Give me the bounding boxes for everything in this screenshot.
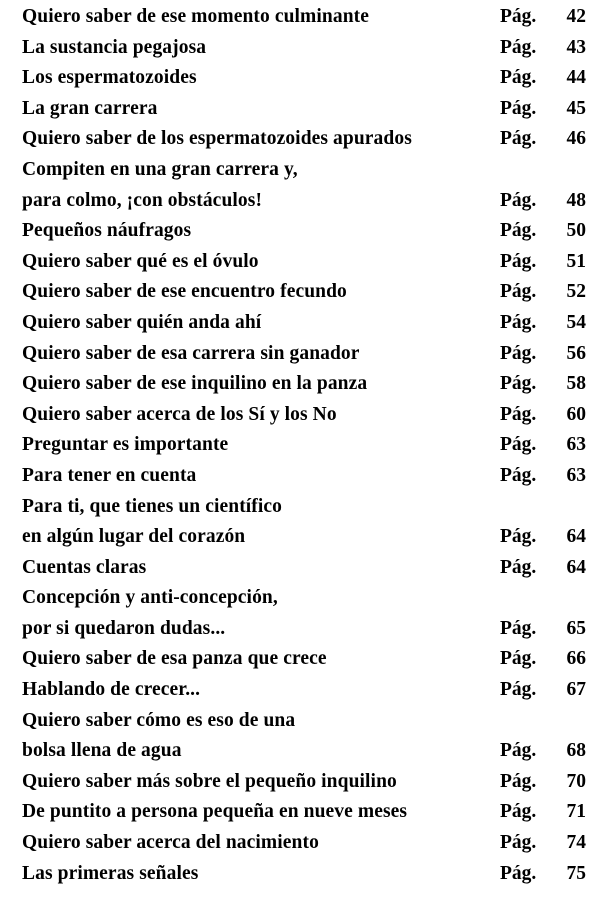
- toc-entry-title: Quiero saber más sobre el pequeño inquilino: [22, 770, 397, 792]
- toc-page-label: Pág.: [500, 434, 537, 456]
- toc-page-number: 46: [566, 128, 586, 150]
- toc-entry[interactable]: [0, 251, 600, 282]
- toc-page-label: Pág.: [500, 281, 537, 303]
- toc-entry[interactable]: [0, 190, 600, 221]
- toc-entry[interactable]: [0, 128, 600, 159]
- toc-entry-title: La sustancia pegajosa: [22, 36, 207, 58]
- toc-entry[interactable]: [0, 832, 600, 863]
- toc-page-label: Pág.: [500, 373, 537, 395]
- toc-page-label: Pág.: [500, 832, 537, 854]
- toc-page-label: Pág.: [500, 97, 537, 119]
- toc-entry[interactable]: [0, 710, 600, 741]
- toc-entry-title: Quiero saber de ese momento culminante: [22, 6, 370, 27]
- toc-page-label: Pág.: [500, 648, 537, 670]
- toc-entry-title: Quiero saber de ese encuentro fecundo: [22, 281, 347, 303]
- toc-page-label: Pág.: [500, 526, 537, 548]
- toc-page-number: 42: [566, 6, 586, 27]
- toc-entry-title: Quiero saber acerca del nacimiento: [22, 832, 319, 854]
- toc-entry[interactable]: [0, 496, 600, 527]
- toc-page-number: 54: [566, 311, 586, 333]
- toc-entry-title: Compiten en una gran carrera y,: [22, 158, 298, 180]
- toc-entry[interactable]: [0, 587, 600, 618]
- toc-page-number: 52: [566, 281, 586, 303]
- toc-entry[interactable]: [0, 801, 600, 832]
- toc-page-number: 68: [566, 740, 586, 762]
- toc-page-number: 64: [566, 556, 586, 578]
- toc-page-label: Pág.: [500, 36, 537, 58]
- toc-page-label: Pág.: [500, 740, 537, 762]
- toc-page-number: 74: [566, 832, 586, 854]
- toc-entry[interactable]: [0, 67, 600, 98]
- toc-page-number: 75: [566, 862, 586, 884]
- toc-entry[interactable]: [0, 373, 600, 404]
- toc-entry[interactable]: [0, 6, 600, 37]
- toc-entry-title: Quiero saber de los espermatozoides apurados: [22, 128, 412, 150]
- toc-page-label: Pág.: [500, 403, 537, 425]
- toc-entry-title: Quiero saber de esa panza que crece: [22, 648, 327, 670]
- toc-entry[interactable]: [0, 740, 600, 771]
- toc-entry-title: Para tener en cuenta: [22, 464, 197, 486]
- toc-page-number: 63: [566, 464, 586, 486]
- toc-entry-title: De puntito a persona pequeña en nueve meses: [22, 801, 408, 823]
- toc-entry-title: Hablando de crecer...: [22, 679, 201, 701]
- toc-entry-title: en algún lugar del corazón: [22, 526, 246, 548]
- toc-entry-title: por si quedaron dudas...: [22, 617, 226, 639]
- toc-entry[interactable]: [0, 771, 600, 802]
- toc-entry[interactable]: [0, 679, 600, 710]
- toc-entry-title: Quiero saber quién anda ahí: [22, 311, 262, 333]
- toc-page-number: 50: [566, 220, 586, 242]
- toc-page-number: 48: [566, 189, 586, 211]
- toc-page-label: Pág.: [500, 189, 537, 211]
- toc-entry-title: Pequeños náufragos: [22, 220, 192, 242]
- toc-page-label: Pág.: [500, 770, 537, 792]
- toc-page-number: 67: [566, 679, 586, 701]
- toc-page-label: Pág.: [500, 342, 537, 364]
- toc-entry[interactable]: [0, 557, 600, 588]
- toc-entry[interactable]: [0, 863, 600, 894]
- toc-page-number: 44: [566, 67, 586, 89]
- toc-entry-title: La gran carrera: [22, 97, 158, 119]
- toc-page-label: Pág.: [500, 617, 537, 639]
- toc-page-label: Pág.: [500, 556, 537, 578]
- toc-page-label: Pág.: [500, 250, 537, 272]
- toc-entry-title: Quiero saber acerca de los Sí y los No: [22, 403, 337, 425]
- toc-entry-title: Para ti, que tienes un científico: [22, 495, 283, 517]
- toc-page-number: 71: [566, 801, 586, 823]
- toc-entry[interactable]: [0, 343, 600, 374]
- toc-entry[interactable]: [0, 220, 600, 251]
- toc-entry-title: para colmo, ¡con obstáculos!: [22, 189, 263, 211]
- toc-entry[interactable]: [0, 618, 600, 649]
- toc-entry-title: Concepción y anti-concepción,: [22, 587, 278, 609]
- toc-page-number: 56: [566, 342, 586, 364]
- toc-entry-title: Quiero saber de esa carrera sin ganador: [22, 342, 360, 364]
- toc-entry[interactable]: [0, 404, 600, 435]
- toc-entry[interactable]: [0, 526, 600, 557]
- toc-page-number: 70: [566, 770, 586, 792]
- toc-page-number: 51: [566, 250, 586, 272]
- toc-entry[interactable]: [0, 98, 600, 129]
- toc-page-label: Pág.: [500, 464, 537, 486]
- toc-entry[interactable]: [0, 648, 600, 679]
- toc-page-number: 58: [566, 373, 586, 395]
- toc-page-number: 43: [566, 36, 586, 58]
- toc-page-label: Pág.: [500, 128, 537, 150]
- toc-page-number: 65: [566, 617, 586, 639]
- toc-page-label: Pág.: [500, 679, 537, 701]
- toc-entry-title: Quiero saber cómo es eso de una: [22, 709, 296, 731]
- toc-page-label: Pág.: [500, 862, 537, 884]
- toc-entry-title: Las primeras señales: [22, 862, 199, 884]
- toc-entry[interactable]: [0, 312, 600, 343]
- toc-page-label: Pág.: [500, 220, 537, 242]
- toc-page-number: 63: [566, 434, 586, 456]
- toc-entry-title: Cuentas claras: [22, 556, 147, 578]
- toc-entry[interactable]: [0, 281, 600, 312]
- toc-page-number: 60: [566, 403, 586, 425]
- toc-entry[interactable]: [0, 37, 600, 68]
- toc-page-label: Pág.: [500, 801, 537, 823]
- toc-entry[interactable]: [0, 159, 600, 190]
- toc-entry-title: Quiero saber de ese inquilino en la panza: [22, 373, 368, 395]
- toc-page-label: Pág.: [500, 67, 537, 89]
- toc-entry-title: Quiero saber qué es el óvulo: [22, 250, 259, 272]
- toc-page-label: Pág.: [500, 6, 537, 27]
- toc-entry-title: Preguntar es importante: [22, 434, 229, 456]
- toc-entry-title: bolsa llena de agua: [22, 740, 182, 762]
- toc-entry[interactable]: [0, 465, 600, 496]
- toc-entry[interactable]: [0, 434, 600, 465]
- toc-page-label: Pág.: [500, 311, 537, 333]
- toc-page-number: 64: [566, 526, 586, 548]
- toc-page-number: 45: [566, 97, 586, 119]
- toc-entry-title: Los espermatozoides: [22, 67, 197, 89]
- toc-page-number: 66: [566, 648, 586, 670]
